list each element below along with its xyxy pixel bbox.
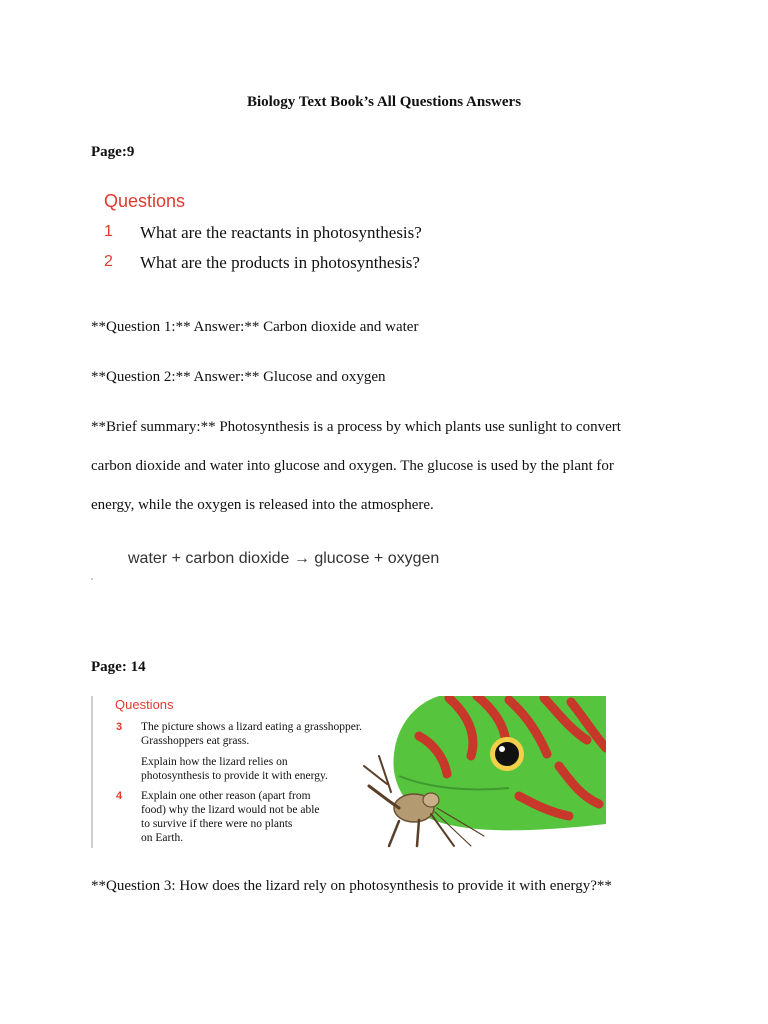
image-edge-mark xyxy=(91,578,93,580)
question-line: Explain how the lizard relies on xyxy=(141,756,288,768)
question-line: Explain one other reason (apart from xyxy=(141,790,311,802)
lizard-grasshopper-photo xyxy=(359,696,606,848)
image-left-border xyxy=(91,696,93,848)
question-line: on Earth. xyxy=(141,832,184,844)
question-3-heading: **Question 3: How does the lizard rely on photosynthesis to provide it with energy?** xyxy=(91,878,612,894)
answer-1: **Question 1:** Answer:** Carbon dioxide and water xyxy=(91,319,419,335)
answer-2: **Question 2:** Answer:** Glucose and oxygen xyxy=(91,369,386,385)
page-label-14: Page: 14 xyxy=(91,659,146,675)
question-3-text xyxy=(141,720,362,748)
summary-line: carbon dioxide and water into glucose and oxygen. The glucose is used by the plant for xyxy=(91,458,614,474)
summary-line: energy, while the oxygen is released into the atmosphere. xyxy=(91,497,434,513)
question-line: Grasshoppers eat grass. xyxy=(141,735,250,747)
questions-heading: Questions xyxy=(115,697,174,712)
question-3b-text xyxy=(141,755,328,783)
question-number: 3 xyxy=(116,721,123,733)
summary-line: **Brief summary:** Photosynthesis is a process by which plants use sunlight to convert xyxy=(91,419,621,435)
question-text: What are the products in photosynthesis? xyxy=(140,253,420,272)
questions-image-page14 xyxy=(91,696,606,848)
questions-heading: Questions xyxy=(104,191,186,211)
question-line: photosynthesis to provide it with energy. xyxy=(141,770,328,782)
question-4-text xyxy=(141,789,320,845)
question-number: 1 xyxy=(104,223,113,240)
question-number: 4 xyxy=(116,790,123,802)
brief-summary xyxy=(91,408,691,525)
questions-image-page9 xyxy=(92,186,597,290)
question-number: 2 xyxy=(104,253,113,270)
page-label-9: Page:9 xyxy=(91,144,135,160)
word-equation: water + carbon dioxide → glucose + oxygen xyxy=(128,550,440,567)
question-line: food) why the lizard would not be able xyxy=(141,804,320,816)
document-title: Biology Text Book’s All Questions Answers xyxy=(246,94,522,110)
question-line: to survive if there were no plants xyxy=(141,818,293,830)
question-line: The picture shows a lizard eating a grasshopper. xyxy=(141,721,362,733)
question-text: What are the reactants in photosynthesis? xyxy=(140,223,422,242)
